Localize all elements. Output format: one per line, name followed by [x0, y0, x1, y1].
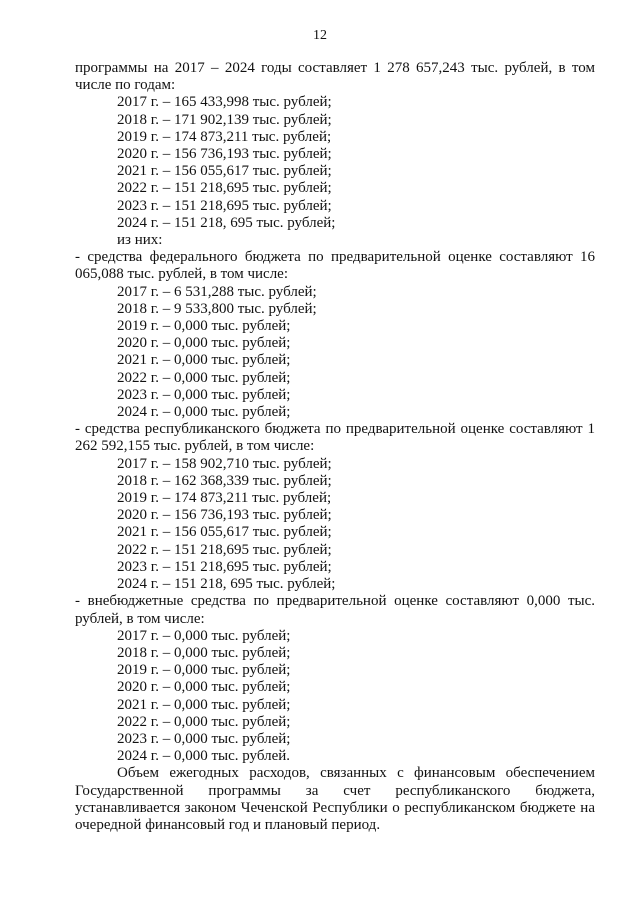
extrabudget-year-list [75, 628, 595, 766]
extrabudget-year-item: 2024 г. – 0,000 тыс. рублей. [117, 748, 291, 765]
republic-year-item: 2019 г. – 174 873,211 тыс. рублей; [117, 490, 332, 507]
total-year-item: 2024 г. – 151 218, 695 тыс. рублей; [117, 214, 336, 231]
republic-year-item: 2017 г. – 158 902,710 тыс. рублей; [117, 455, 332, 472]
federal-year-item: 2019 г. – 0,000 тыс. рублей; [117, 318, 291, 335]
extrabudget-heading: - внебюджетные средства по предварительной оценке составляют 0,000 тыс. рублей, в том числе: [75, 593, 595, 627]
extrabudget-year-item: 2022 г. – 0,000 тыс. рублей; [117, 713, 291, 730]
total-year-item: 2022 г. – 151 218,695 тыс. рублей; [117, 180, 332, 197]
federal-year-item: 2023 г. – 0,000 тыс. рублей; [117, 386, 291, 403]
republic-year-item: 2024 г. – 151 218, 695 тыс. рублей; [117, 576, 336, 593]
extrabudget-year-item: 2021 г. – 0,000 тыс. рублей; [117, 696, 291, 713]
federal-year-item: 2018 г. – 9 533,800 тыс. рублей; [117, 300, 317, 317]
intro-paragraph: программы на 2017 – 2024 годы составляет 1 278 657,243 тыс. рублей, в том числе по годам: [75, 60, 595, 94]
extrabudget-year-item: 2017 г. – 0,000 тыс. рублей; [117, 627, 291, 644]
total-year-item: 2019 г. – 174 873,211 тыс. рублей; [117, 128, 332, 145]
total-year-item: 2023 г. – 151 218,695 тыс. рублей; [117, 197, 332, 214]
document-body [75, 60, 595, 834]
republic-year-item: 2022 г. – 151 218,695 тыс. рублей; [117, 541, 332, 558]
of-them-label: из них: [117, 232, 163, 249]
extrabudget-year-item: 2023 г. – 0,000 тыс. рублей; [117, 730, 291, 747]
republic-year-item: 2018 г. – 162 368,339 тыс. рублей; [117, 472, 332, 489]
total-year-item: 2020 г. – 156 736,193 тыс. рублей; [117, 146, 332, 163]
total-year-item: 2021 г. – 156 055,617 тыс. рублей; [117, 163, 332, 180]
federal-year-list [75, 284, 595, 422]
republic-heading: - средства республиканского бюджета по предварительной оценке составляют 1 262 592,155 тыс. рублей, в том числе: [75, 421, 595, 455]
extrabudget-year-item: 2020 г. – 0,000 тыс. рублей; [117, 679, 291, 696]
closing-paragraph: Объем ежегодных расходов, связанных с финансовым обеспечением Государственной программы за счет республиканского бюджета, устанавливается законом Чеченской Республики о республиканском бюджете на очередной финансовый год и плановый период. [75, 765, 595, 833]
page-number: 12 [313, 28, 327, 43]
total-by-year-list [75, 94, 595, 232]
republic-year-item: 2021 г. – 156 055,617 тыс. рублей; [117, 524, 332, 541]
federal-year-item: 2017 г. – 6 531,288 тыс. рублей; [117, 283, 317, 300]
republic-year-item: 2023 г. – 151 218,695 тыс. рублей; [117, 558, 332, 575]
total-year-item: 2018 г. – 171 902,139 тыс. рублей; [117, 111, 332, 128]
extrabudget-year-item: 2018 г. – 0,000 тыс. рублей; [117, 644, 291, 661]
extrabudget-year-item: 2019 г. – 0,000 тыс. рублей; [117, 662, 291, 679]
federal-year-item: 2022 г. – 0,000 тыс. рублей; [117, 369, 291, 386]
federal-heading: - средства федерального бюджета по предварительной оценке составляют 16 065,088 тыс. рублей, в том числе: [75, 249, 595, 283]
total-year-item: 2017 г. – 165 433,998 тыс. рублей; [117, 94, 332, 111]
federal-year-item: 2024 г. – 0,000 тыс. рублей; [117, 404, 291, 421]
republic-year-item: 2020 г. – 156 736,193 тыс. рублей; [117, 507, 332, 524]
federal-year-item: 2021 г. – 0,000 тыс. рублей; [117, 352, 291, 369]
republic-year-list [75, 456, 595, 594]
federal-year-item: 2020 г. – 0,000 тыс. рублей; [117, 335, 291, 352]
